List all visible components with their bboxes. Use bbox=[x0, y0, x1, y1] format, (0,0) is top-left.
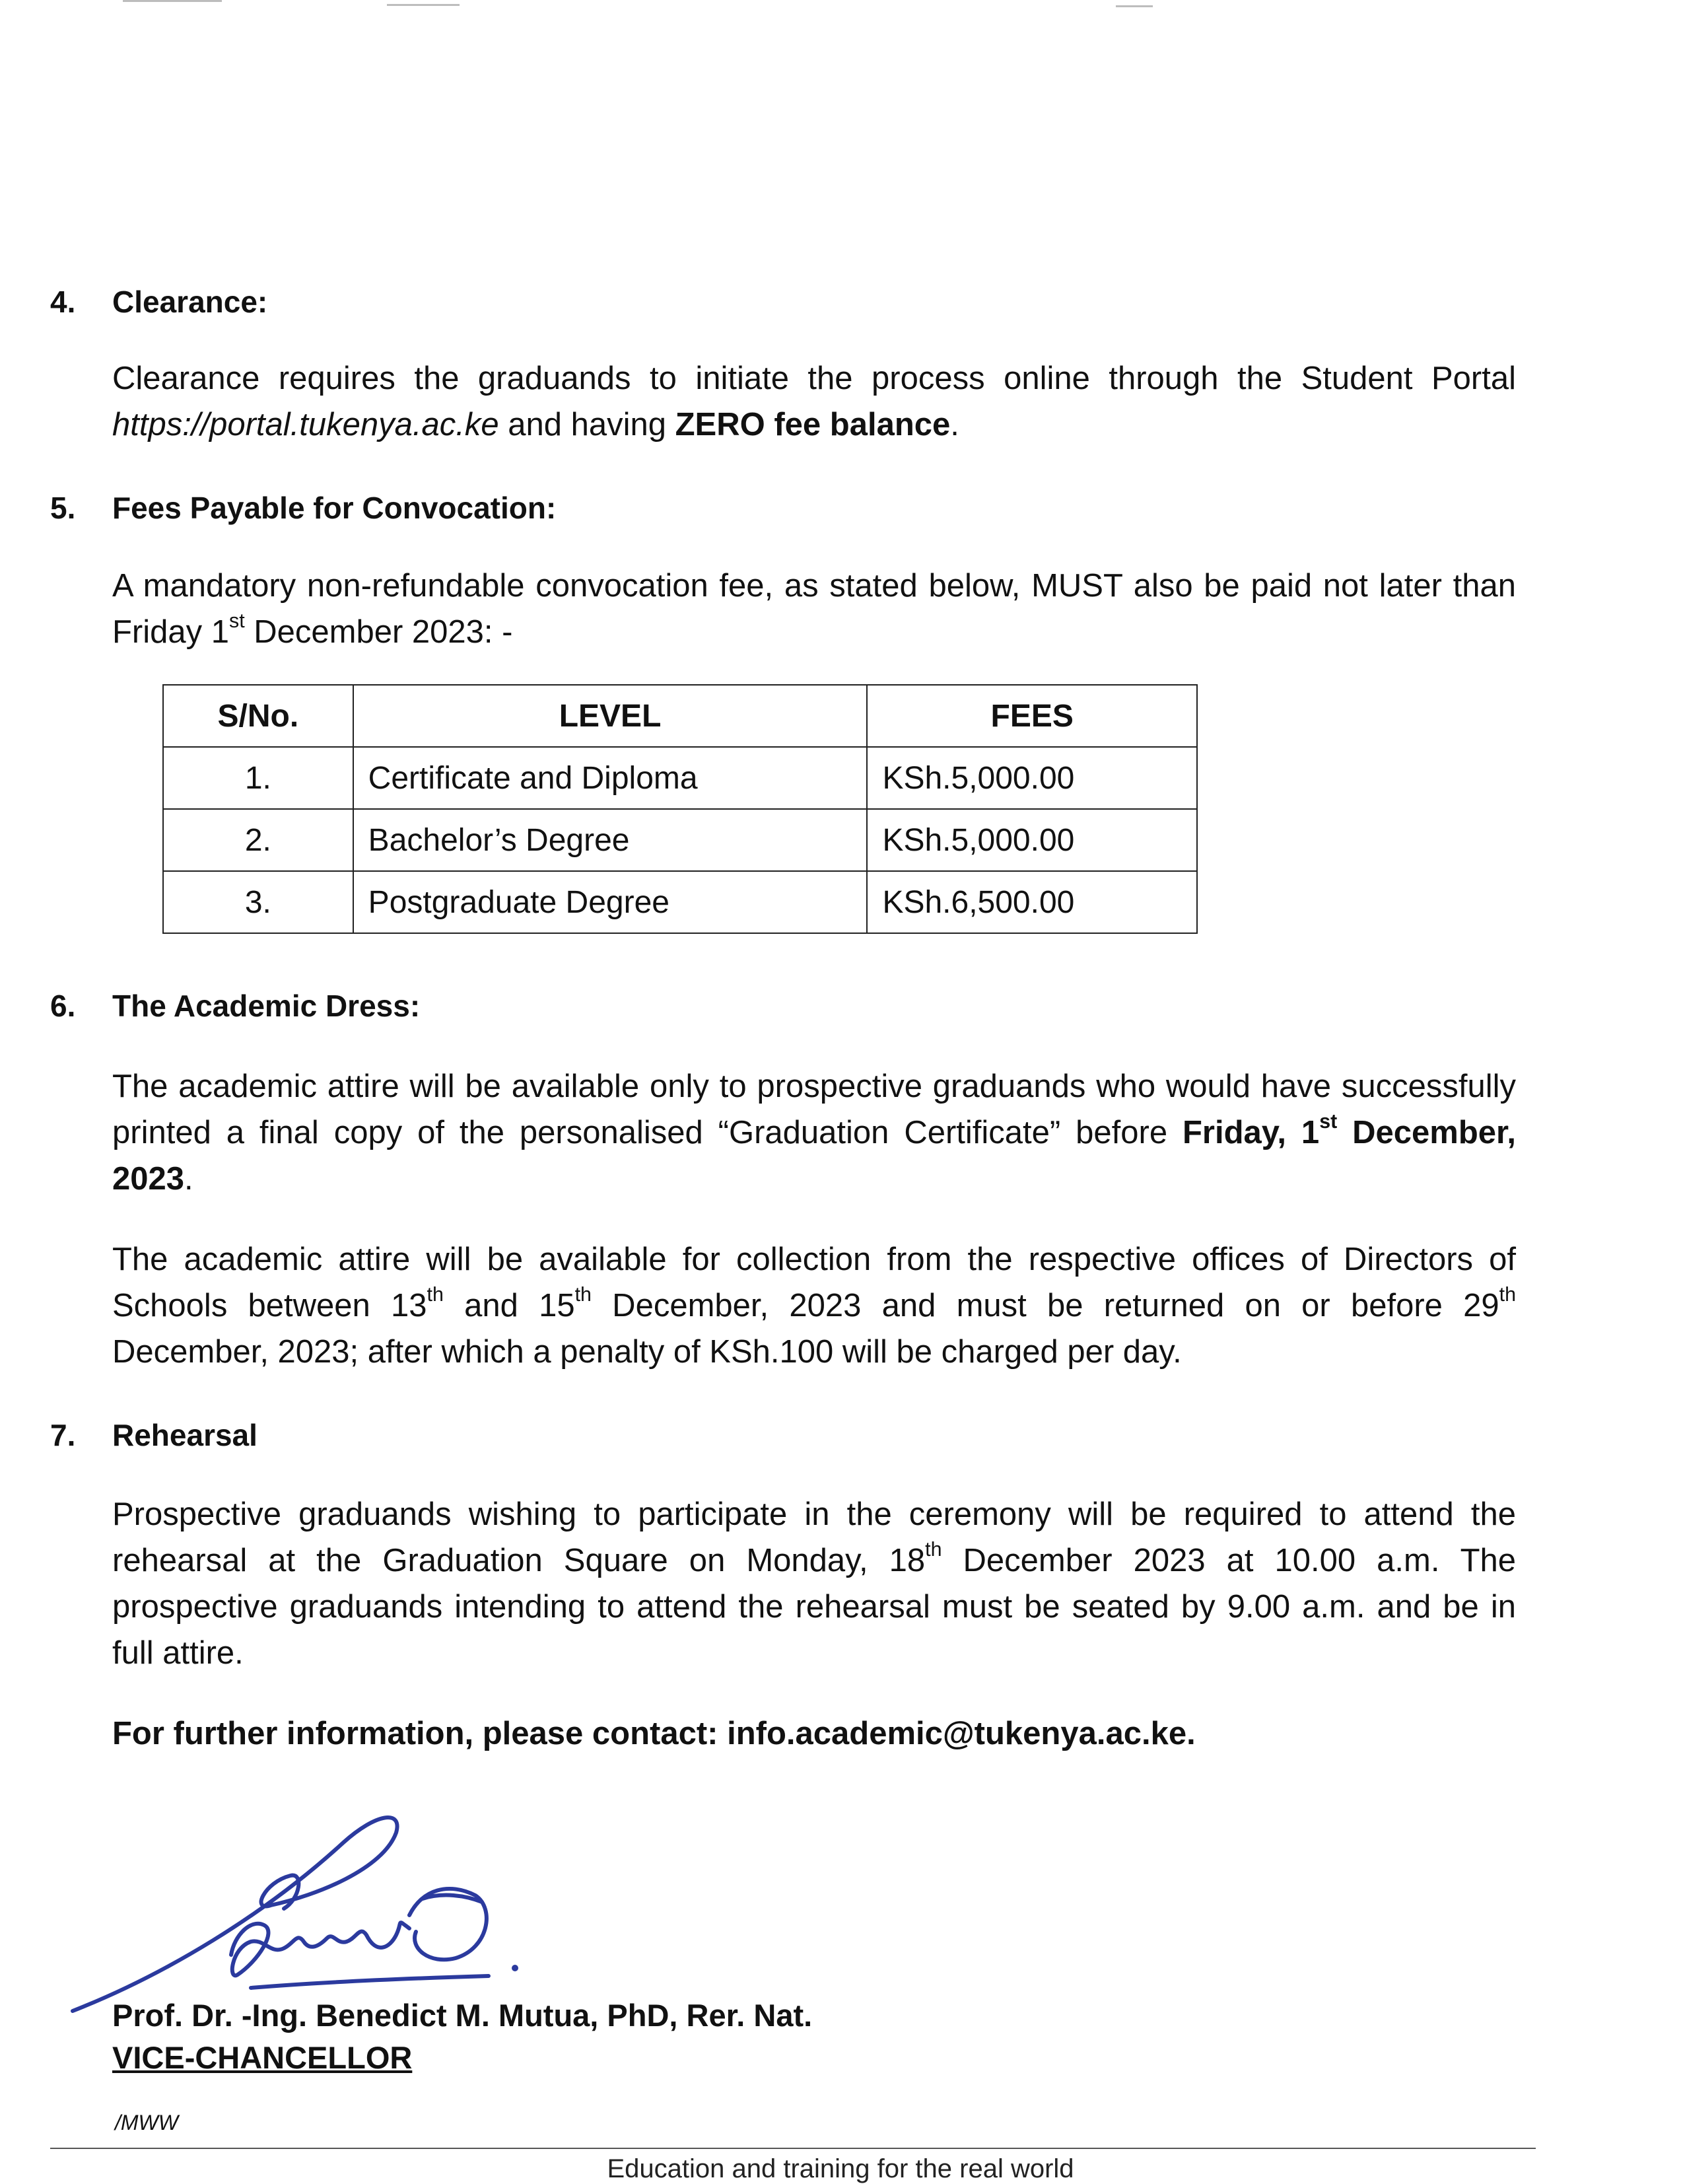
section-number: 5. bbox=[50, 491, 76, 525]
zero-balance-emphasis: ZERO fee balance bbox=[675, 407, 951, 442]
text-run: . bbox=[184, 1161, 193, 1197]
text-run: and having bbox=[498, 407, 675, 442]
text-run: The academic attire will be available for collection from the respective offices of Directors of Schools between 13 bbox=[112, 1242, 1516, 1323]
section-7-heading bbox=[50, 1416, 257, 1454]
table-row bbox=[163, 747, 1197, 809]
section-6-paragraph-2 bbox=[112, 1236, 1516, 1375]
superscript: th bbox=[427, 1283, 444, 1306]
cell-sno: 3. bbox=[163, 871, 353, 933]
superscript: st bbox=[229, 610, 245, 633]
section-number: 6. bbox=[50, 989, 76, 1023]
section-number: 7. bbox=[50, 1418, 76, 1452]
section-number: 4. bbox=[50, 285, 76, 319]
header-fees: FEES bbox=[867, 685, 1197, 747]
section-7-paragraph bbox=[112, 1491, 1516, 1676]
signer-name: Prof. Dr. -Ing. Benedict M. Mutua, PhD, Rer. Nat. bbox=[112, 1998, 813, 2033]
footer-motto: Education and training for the real world bbox=[607, 2154, 1074, 2183]
cell-sno: 1. bbox=[163, 747, 353, 809]
text-run: Clearance requires the graduands to initiate the process online through the Student Portal bbox=[112, 361, 1516, 396]
text-run: December, 2023 bbox=[112, 1115, 1516, 1197]
cell-level: Postgraduate Degree bbox=[353, 871, 868, 933]
section-title: The Academic Dress: bbox=[112, 989, 421, 1023]
section-6-paragraph-1 bbox=[112, 1063, 1516, 1202]
section-6-heading bbox=[50, 987, 420, 1025]
cell-sno: 2. bbox=[163, 809, 353, 871]
text-run: . bbox=[950, 407, 959, 442]
text-run: December 2023: - bbox=[244, 614, 513, 650]
contact-line: For further information, please contact: info.academic@tukenya.ac.ke. bbox=[112, 1716, 1196, 1751]
reference-initials: /MWW bbox=[115, 2111, 178, 2134]
cell-level: Bachelor’s Degree bbox=[353, 809, 868, 871]
cell-fees: KSh.5,000.00 bbox=[867, 809, 1197, 871]
text-run: December, 2023 and must be returned on or before 29 bbox=[591, 1288, 1499, 1323]
superscript: th bbox=[925, 1538, 942, 1561]
superscript: th bbox=[574, 1283, 592, 1306]
table-row bbox=[163, 871, 1197, 933]
text-run: A mandatory non-refundable convocation fee, as stated below, MUST also be paid not later than Friday 1 bbox=[112, 568, 1516, 650]
text-run: Prospective graduands wishing to participate in the ceremony will be required to attend the rehearsal at the Graduation Square on Monday, 18 bbox=[112, 1497, 1516, 1578]
section-title: Rehearsal bbox=[112, 1418, 257, 1452]
cell-level: Certificate and Diploma bbox=[353, 747, 868, 809]
superscript: st bbox=[1319, 1110, 1338, 1133]
section-title: Fees Payable for Convocation: bbox=[112, 491, 557, 525]
footer-divider bbox=[50, 2148, 1536, 2149]
section-title: Clearance: bbox=[112, 285, 268, 319]
cell-fees: KSh.5,000.00 bbox=[867, 747, 1197, 809]
text-run: The academic attire will be available only to prospective graduands who would have successfully printed a final copy of the personalised “Graduation Certificate” before bbox=[112, 1069, 1516, 1150]
signer-title: VICE-CHANCELLOR bbox=[112, 2040, 413, 2075]
section-5-heading bbox=[50, 489, 556, 527]
header-level: LEVEL bbox=[353, 685, 868, 747]
text-run: December 2023 at 10.00 a.m. The prospective graduands intending to attend the rehearsal must be seated by 9.00 a.m. and be in full attire. bbox=[112, 1543, 1517, 1671]
superscript: th bbox=[1499, 1283, 1516, 1306]
text-run: December, 2023; after which a penalty of KSh.100 will be charged per day. bbox=[112, 1334, 1182, 1370]
scan-artifact bbox=[1116, 5, 1153, 7]
section-5-intro bbox=[112, 563, 1516, 655]
text-run: and 15 bbox=[443, 1288, 575, 1323]
portal-link[interactable]: https://portal.tukenya.ac.ke bbox=[112, 407, 499, 442]
scan-artifact bbox=[123, 0, 222, 2]
text-run: Friday, 1 bbox=[1183, 1115, 1320, 1150]
section-4-paragraph bbox=[112, 355, 1516, 448]
scan-artifact bbox=[387, 4, 460, 6]
signer-block bbox=[112, 1994, 812, 2079]
section-4-heading bbox=[50, 283, 267, 321]
cell-fees: KSh.6,500.00 bbox=[867, 871, 1197, 933]
table-row bbox=[163, 809, 1197, 871]
convocation-fees-table bbox=[162, 684, 1198, 934]
header-sno: S/No. bbox=[163, 685, 353, 747]
table-header-row bbox=[163, 685, 1197, 747]
